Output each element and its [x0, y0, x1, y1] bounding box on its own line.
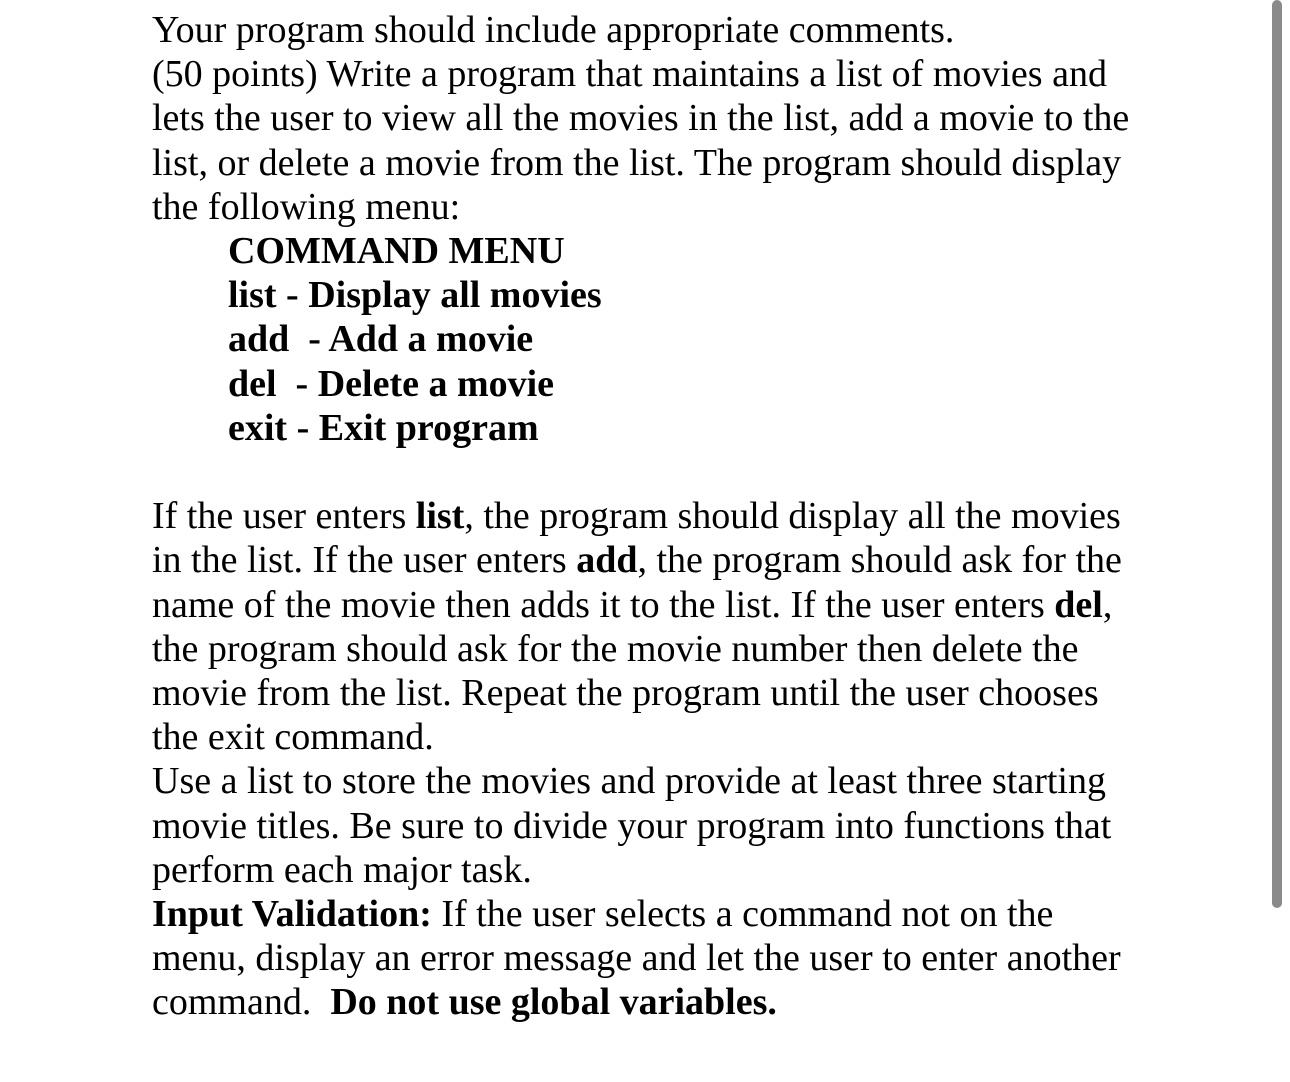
behavior-line: If the user enters list, the program should display all the movies: [152, 495, 1121, 538]
storage-line: movie titles. Be sure to divide your program into functions that: [152, 804, 1112, 847]
keyword-add: add: [576, 539, 638, 582]
behavior-line: the program should ask for the movie number then delete the: [152, 627, 1079, 670]
task-line: list, or delete a movie from the list. The program should display: [152, 141, 1122, 184]
task-line: lets the user to view all the movies in the list, add a movie to the: [152, 97, 1130, 140]
global-variables-note: Do not use global variables.: [330, 981, 777, 1024]
keyword-del: del: [1054, 583, 1103, 626]
assignment-document: [152, 8, 1152, 1025]
behavior-line: name of the movie then adds it to the list. If the user enters del,: [152, 583, 1113, 626]
task-line: (50 points) Write a program that maintains a list of movies and: [152, 53, 1107, 96]
behavior-line: in the list. If the user enters add, the program should ask for the: [152, 539, 1122, 582]
menu-title: COMMAND MENU: [228, 230, 565, 273]
menu-item-list: list - Display all movies: [228, 274, 602, 317]
comments-line: Your program should include appropriate comments.: [152, 9, 955, 51]
menu-item-add: add - Add a movie: [228, 318, 534, 361]
storage-line: Use a list to store the movies and provide at least three starting: [152, 760, 1106, 803]
validation-line: menu, display an error message and let the user to enter another: [152, 937, 1121, 980]
menu-item-exit: exit - Exit program: [228, 406, 539, 449]
vertical-scrollbar[interactable]: [1272, 0, 1282, 908]
validation-label: Input Validation:: [152, 893, 432, 936]
command-menu: [228, 229, 1152, 450]
menu-item-del: del - Delete a movie: [228, 362, 555, 405]
validation-line: command. Do not use global variables.: [152, 981, 777, 1024]
blank-line: [152, 450, 1152, 494]
storage-line: perform each major task.: [152, 848, 532, 891]
behavior-line: the exit command.: [152, 716, 434, 759]
validation-line: Input Validation: If the user selects a command not on the: [152, 893, 1054, 936]
task-line: the following menu:: [152, 185, 461, 228]
behavior-line: movie from the list. Repeat the program until the user chooses: [152, 672, 1099, 715]
keyword-list: list: [415, 495, 465, 538]
